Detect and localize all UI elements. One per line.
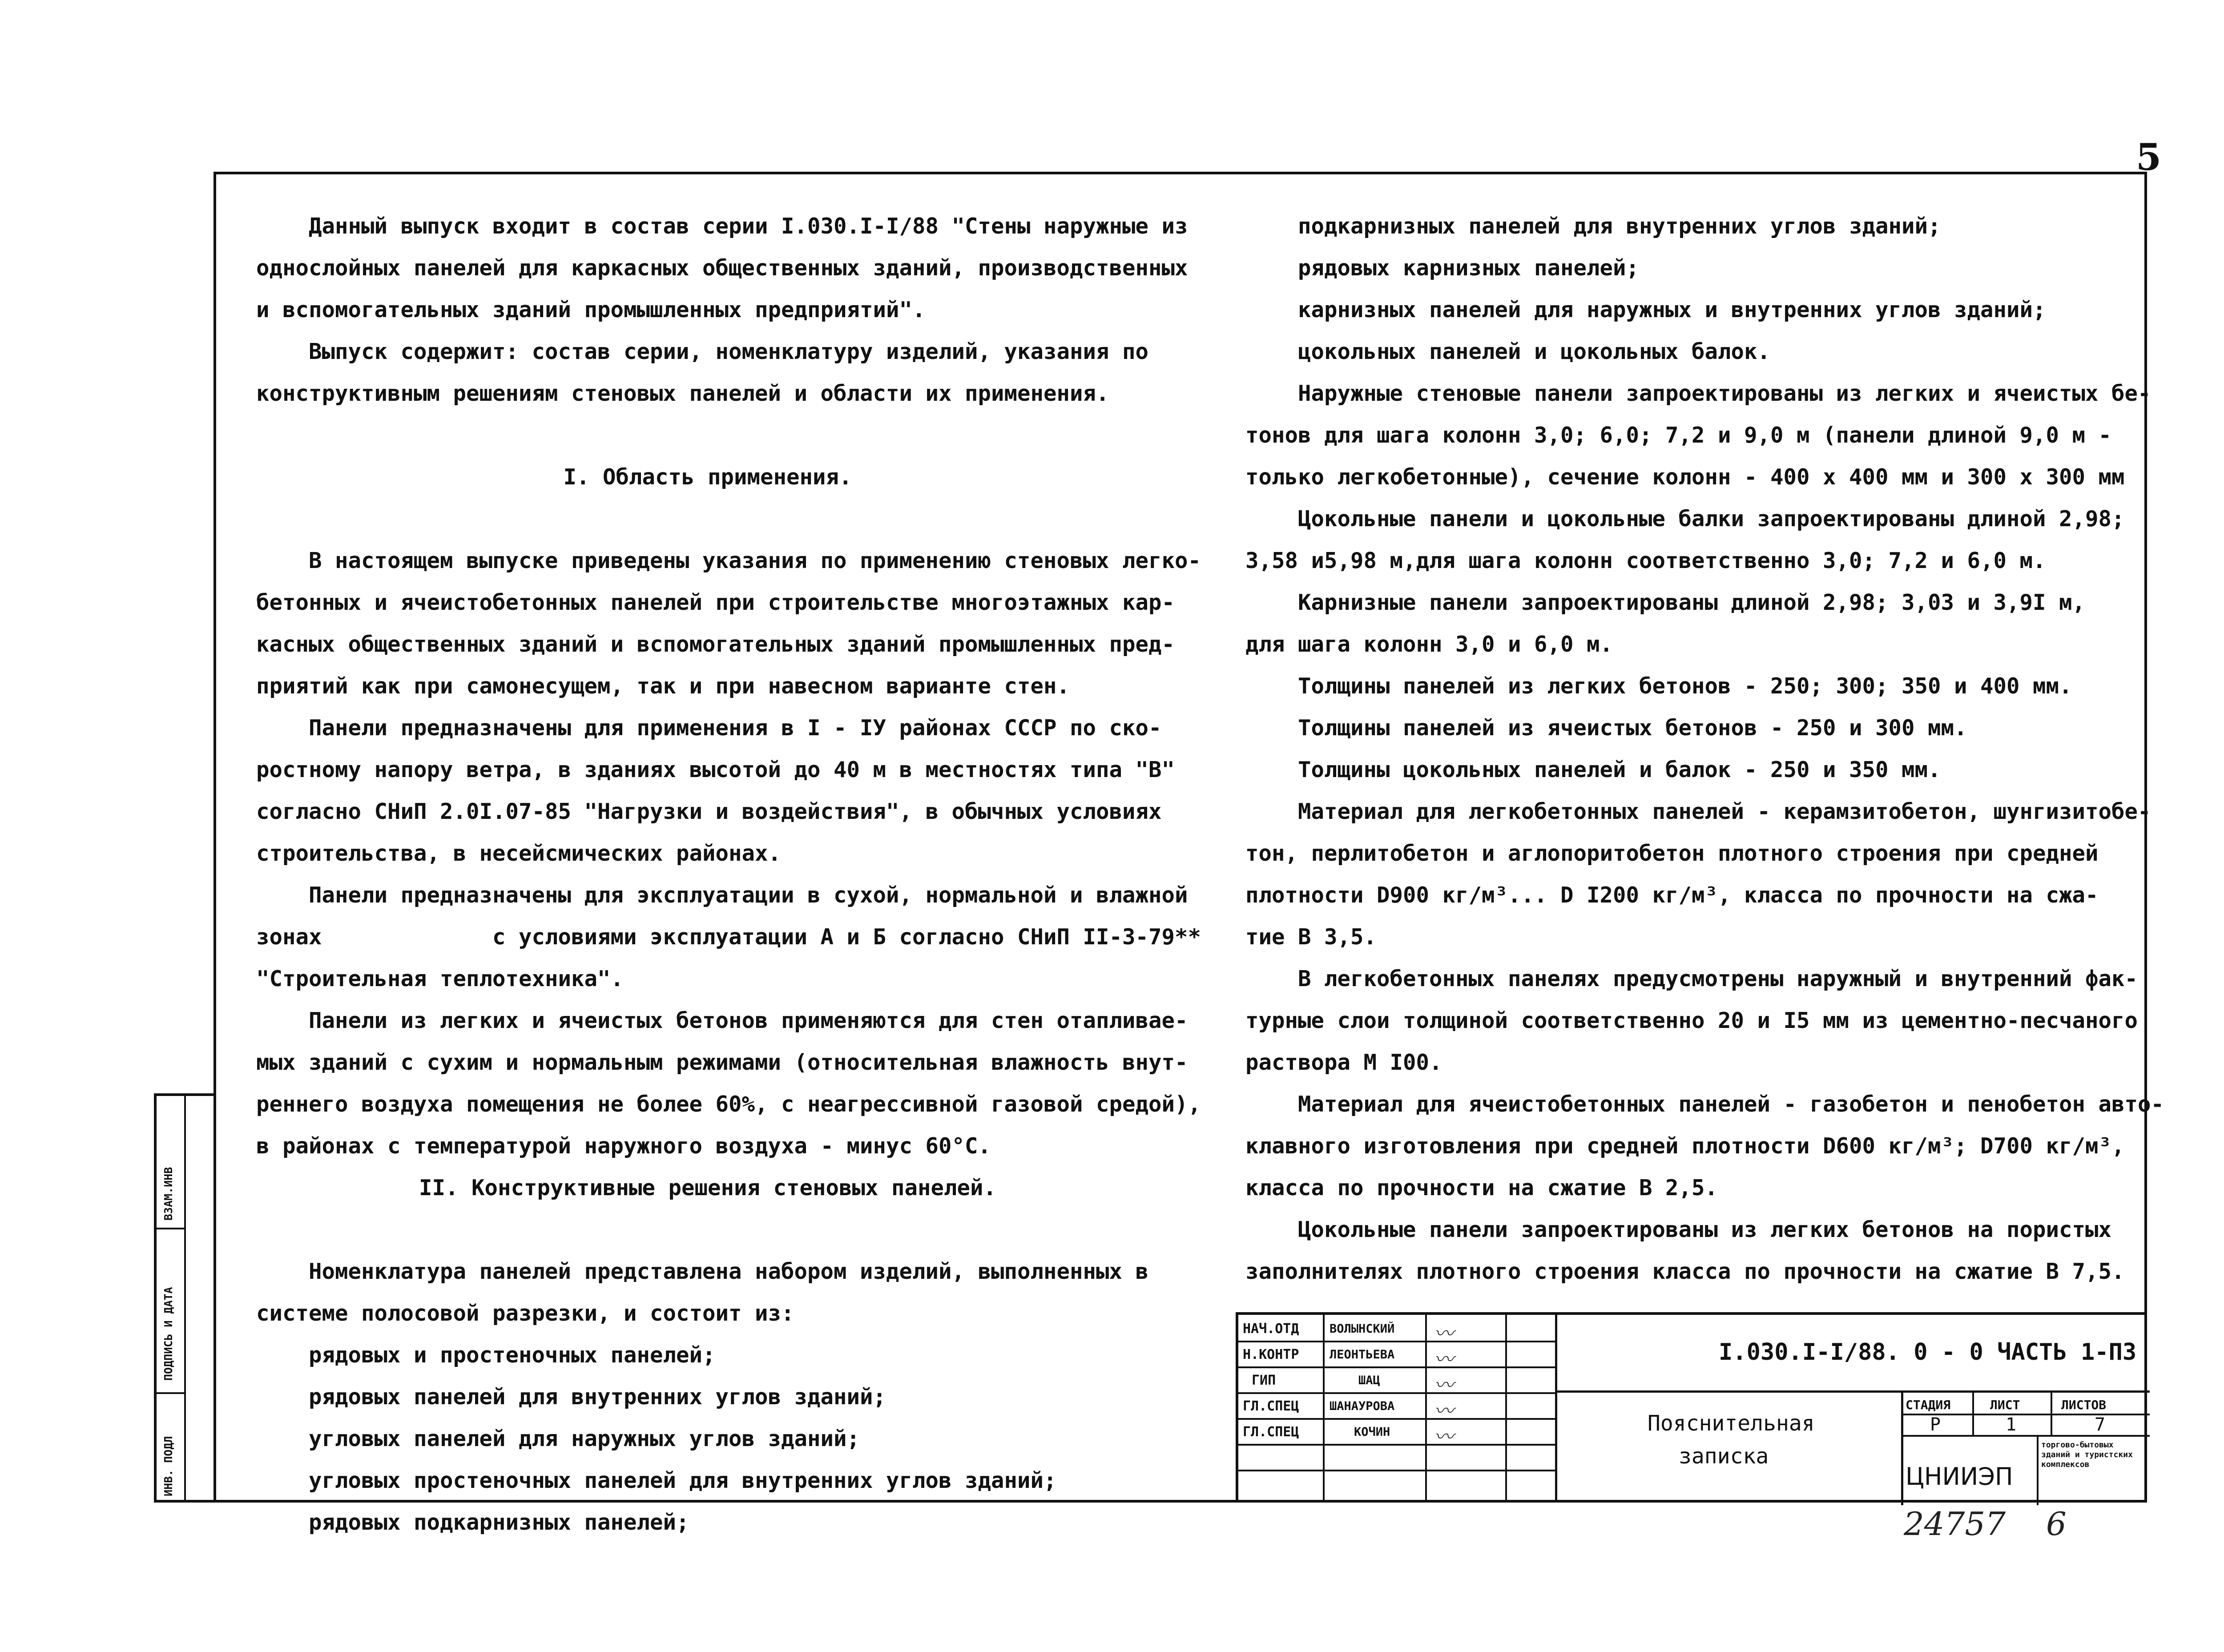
role-2: Н.КОНТР — [1243, 1347, 1299, 1362]
text-line: Панели предназначены для применения в I - IУ районах СССР по ско- — [256, 715, 1162, 741]
text-line — [256, 415, 1159, 456]
text-line: строительства, в несейсмических районах. — [256, 841, 782, 866]
doc-name-line2: записка — [1679, 1444, 1769, 1469]
text-line: и вспомогательных зданий промышленных предприятий". — [256, 297, 926, 322]
role-1: НАЧ.ОТД — [1243, 1321, 1299, 1337]
text-line: Толщины панелей из легких бетонов - 250; 300; 350 и 400 мм. — [1245, 673, 2072, 699]
name-1: ВОЛЫНСКИЙ — [1330, 1322, 1395, 1336]
text-line: Толщины цокольных панелей и балок - 250 и 350 мм. — [1245, 757, 1941, 782]
text-line: "Строительная теплотехника". — [256, 966, 624, 991]
text-line: конструктивным решениям стеновых панелей и области их применения. — [256, 381, 1109, 406]
sidebar-label-inventory: ИНВ. ПОДЛ — [162, 1436, 175, 1496]
signature-4: 〰 — [1434, 1400, 1454, 1422]
text-line: В легкобетонных панелях предусмотрены наружный и внутренний фак- — [1245, 966, 2138, 991]
sheet-value: 1 — [2006, 1414, 2017, 1435]
title-block — [1236, 1312, 2147, 1503]
text-line: Цокольные панели и цокольные балки запроектированы длиной 2,98; — [1245, 506, 2125, 532]
text-line: Материал для легкобетонных панелей - керамзитобетон, шунгизитобе- — [1245, 799, 2151, 824]
text-line — [256, 498, 1159, 540]
text-line: Наружные стеновые панели запроектированы из легких и ячеистых бе- — [1245, 381, 2151, 406]
right-text-column — [1245, 205, 2164, 1293]
left-sidebar-stamp — [154, 1093, 216, 1503]
text-line: однослойных панелей для каркасных общественных зданий, производственных — [256, 255, 1188, 281]
text-line: класса по прочности на сжатие В 2,5. — [1245, 1175, 1718, 1201]
sheets-value: 7 — [2095, 1414, 2106, 1435]
text-line: тие В 3,5. — [1245, 924, 1377, 950]
left-text-column — [256, 205, 1201, 1543]
text-line: Цокольные панели запроектированы из легких бетонов на пористых — [1245, 1217, 2112, 1242]
text-line: мых зданий с сухим и нормальным режимами (относительная влажность внут- — [256, 1050, 1188, 1075]
text-line: угловых панелей для наружных углов зданий; — [256, 1426, 860, 1451]
signature-5: 〰 — [1434, 1426, 1454, 1448]
text-line: заполнителях плотного строения класса по прочности на сжатие В 7,5. — [1245, 1259, 2125, 1284]
text-line: Материал для ячеистобетонных панелей - газобетон и пенобетон авто- — [1245, 1092, 2164, 1117]
organization-dept: торгово-бытовых зданий и туристских комплексов — [2041, 1440, 2133, 1469]
text-line: Выпуск содержит: состав серии, номенклатуру изделий, указания по — [256, 339, 1149, 364]
organization: ЦНИИЭП — [1906, 1463, 2013, 1491]
text-line: раствора М I00. — [1245, 1050, 1442, 1075]
text-line: Толщины панелей из ячеистых бетонов - 250 и 300 мм. — [1245, 715, 1967, 741]
role-5: ГЛ.СПЕЦ — [1243, 1424, 1299, 1440]
text-line: приятий как при самонесущем, так и при навесном варианте стен. — [256, 673, 1070, 699]
inventory-number: 24757 — [1904, 1505, 2006, 1543]
text-line — [256, 1209, 1159, 1251]
sheets-label: ЛИСТОВ — [2061, 1398, 2107, 1412]
text-line: рядовых подкарнизных панелей; — [256, 1510, 689, 1535]
section-heading: II. Конструктивные решения стеновых панелей. — [419, 1175, 997, 1201]
text-line: турные слои толщиной соответственно 20 и I5 мм из цементно-песчаного — [1245, 1008, 2138, 1033]
signature-3: 〰 — [1434, 1374, 1454, 1397]
text-line: Панели предназначены для эксплуатации в сухой, нормальной и влажной — [256, 882, 1188, 908]
name-4: ШАНАУРОВА — [1330, 1399, 1395, 1413]
role-3: ГИП — [1252, 1373, 1276, 1388]
doc-name-line1: Пояснительная — [1648, 1411, 1815, 1436]
doc-code: I.030.I-I/88. 0 - 0 ЧАСТЬ 1-П3 — [1719, 1339, 2137, 1366]
text-line: 3,58 и5,98 м,для шага колонн соответственно 3,0; 7,2 и 6,0 м. — [1245, 548, 2046, 573]
text-line: Панели из легких и ячеистых бетонов применяются для стен отапливае- — [256, 1008, 1188, 1033]
text-line: согласно СНиП 2.0I.07-85 "Нагрузки и воздействия", в обычных условиях — [256, 799, 1162, 824]
text-line: тон, перлитобетон и аглопоритобетон плотного строения при средней — [1245, 841, 2099, 866]
page-number: 5 — [2136, 136, 2162, 179]
text-line: В настоящем выпуске приведены указания по применению стеновых легко- — [256, 548, 1201, 573]
sidebar-label-signature: ПОДПИСЬ И ДАТА — [162, 1287, 175, 1381]
text-line: Карнизные панели запроектированы длиной 2,98; 3,03 и 3,9I м, — [1245, 590, 2086, 615]
sheet-label: ЛИСТ — [1990, 1398, 2020, 1412]
text-line: подкарнизных панелей для внутренних углов зданий; — [1245, 214, 1941, 239]
text-line: Данный выпуск входит в состав серии I.030.I-I/88 "Стены наружные из — [256, 214, 1188, 239]
name-3: ШАЦ — [1358, 1374, 1380, 1387]
name-5: КОЧИН — [1354, 1425, 1390, 1439]
text-line: в районах с температурой наружного воздуха - минус 60°С. — [256, 1133, 991, 1159]
role-4: ГЛ.СПЕЦ — [1243, 1398, 1299, 1414]
text-line: зонах с условиями эксплуатации А и Б согласно СНиП II-3-79** — [256, 924, 1201, 950]
text-line: Номенклатура панелей представлена набором изделий, выполненных в — [256, 1259, 1149, 1284]
text-line: для шага колонн 3,0 и 6,0 м. — [1245, 632, 1613, 657]
text-line: цокольных панелей и цокольных балок. — [1245, 339, 1771, 364]
text-line: рядовых панелей для внутренних углов зданий; — [256, 1384, 886, 1410]
text-line: клавного изготовления при средней плотности D600 кг/м³; D700 кг/м³, — [1245, 1133, 2125, 1159]
signature-2: 〰 — [1434, 1348, 1454, 1371]
name-2: ЛЕОНТЬЕВА — [1330, 1348, 1395, 1362]
text-line: рядовых и простеночных панелей; — [256, 1342, 716, 1368]
text-line: плотности D900 кг/м³... D I200 кг/м³, класса по прочности на сжа- — [1245, 882, 2099, 908]
text-line: реннего воздуха помещения не более 60%, с неагрессивной газовой средой), — [256, 1092, 1201, 1117]
signature-1: 〰 — [1434, 1322, 1454, 1345]
text-line: системе полосовой разрезки, и состоит из: — [256, 1301, 794, 1326]
text-line: касных общественных зданий и вспомогательных зданий промышленных пред- — [256, 632, 1175, 657]
text-line: бетонных и ячеистобетонных панелей при строительстве многоэтажных кар- — [256, 590, 1175, 615]
text-line: только легкобетонные), сечение колонн - 400 х 400 мм и 300 х 300 мм — [1245, 464, 2125, 490]
stage-value: Р — [1930, 1414, 1941, 1435]
stage-label: СТАДИЯ — [1906, 1398, 1951, 1412]
text-line: тонов для шага колонн 3,0; 6,0; 7,2 и 9,0 м (панели длиной 9,0 м - — [1245, 423, 2112, 448]
text-line: карнизных панелей для наружных и внутренних углов зданий; — [1245, 297, 2046, 322]
copy-number: 6 — [2046, 1505, 2067, 1543]
sidebar-label-vzam: ВЗАМ.ИНВ — [162, 1167, 175, 1221]
text-line: рядовых карнизных панелей; — [1245, 255, 1640, 281]
text-line: угловых простеночных панелей для внутренних углов зданий; — [256, 1468, 1057, 1493]
section-heading: I. Область применения. — [563, 464, 852, 490]
text-line: ростному напору ветра, в зданиях высотой до 40 м в местностях типа "В" — [256, 757, 1175, 782]
